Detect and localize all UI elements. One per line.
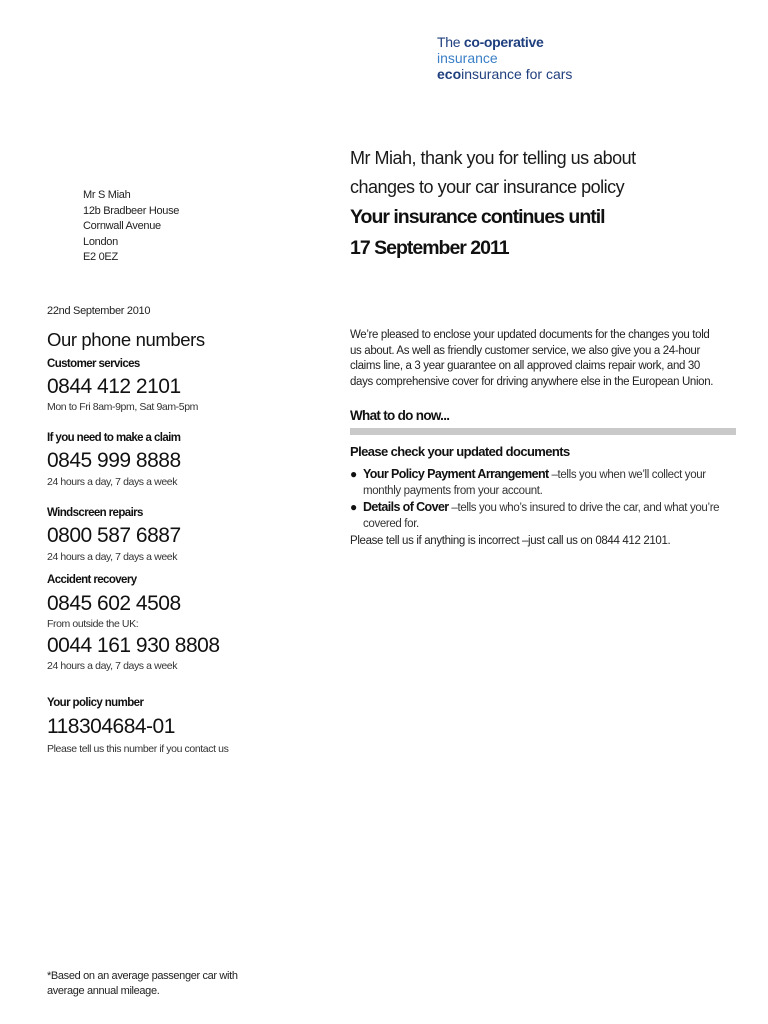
intro-paragraph: We’re pleased to enclose your updated documents for the changes you told us about. As well as friendly customer service, we also give you a 24-hour claims line, a 3 year guarantee on all approved claims repair work, and 30 days comprehensive cover for driving anywhere else in the European Union. — [350, 329, 714, 388]
policy-number: 118304684-01 — [47, 715, 175, 738]
policy-number-label: Your policy number — [47, 697, 144, 709]
address-line: Mr S Miah — [83, 189, 131, 201]
claim-label: If you need to make a claim — [47, 432, 181, 444]
windscreen-label: Windscreen repairs — [47, 507, 143, 519]
logo-line-insurance: insurance — [437, 50, 498, 66]
bullet-icon: ● — [350, 467, 357, 481]
claim-hours: 24 hours a day, 7 days a week — [47, 476, 178, 488]
address-line: E2 0EZ — [83, 251, 118, 263]
document-name: Your Policy Payment Arrangement — [363, 467, 549, 481]
document-description: –tells you when we’ll collect your monthly payments from your account. — [363, 469, 706, 497]
letter-headline: Mr Miah, thank you for telling us about changes to your car insurance policy — [350, 148, 636, 197]
list-item — [350, 499, 730, 533]
closing-note: Please tell us if anything is incorrect –just call us on 0844 412 2101. — [350, 535, 671, 547]
address-line: London — [83, 235, 118, 248]
policy-number-note: Please tell us this number if you contact us — [47, 743, 229, 755]
logo-brand: co-operative — [463, 34, 544, 50]
letter-date: 22nd September 2010 — [47, 305, 151, 317]
address-line: 12b Bradbeer House — [83, 204, 180, 217]
phone-numbers-title: Our phone numbers — [47, 329, 205, 350]
bullet-icon: ● — [350, 500, 357, 514]
outside-uk-number: 0044 161 930 8808 — [47, 634, 220, 657]
customer-services-hours: Mon to Fri 8am-9pm, Sat 9am-5pm — [47, 401, 198, 413]
continuation-headline: Your insurance continues until 17 September 2011 — [350, 206, 605, 259]
address-line: Cornwall Avenue — [83, 220, 161, 232]
company-logo: The co-operative insurance ecoinsurance for cars — [437, 34, 573, 82]
check-documents-heading: Please check your updated documents — [350, 444, 570, 459]
footnote: *Based on an average passenger car with average annual mileage. — [47, 970, 238, 997]
section-divider — [350, 428, 736, 435]
claim-number: 0845 999 8888 — [47, 449, 181, 472]
accident-recovery-label: Accident recovery — [47, 574, 137, 586]
document-description: –tells you who’s insured to drive the car, and what you’re covered for. — [363, 502, 720, 530]
outside-uk-label: From outside the UK: — [47, 618, 139, 630]
customer-services-label: Customer services — [47, 358, 140, 370]
windscreen-number: 0800 587 6887 — [47, 524, 181, 547]
document-name: Details of Cover — [363, 500, 449, 514]
what-to-do-heading: What to do now... — [350, 408, 450, 423]
customer-services-number: 0844 412 2101 — [47, 375, 181, 398]
windscreen-hours: 24 hours a day, 7 days a week — [47, 551, 178, 563]
accident-recovery-number: 0845 602 4508 — [47, 592, 181, 615]
recipient-address — [83, 188, 179, 266]
accident-recovery-hours: 24 hours a day, 7 days a week — [47, 660, 178, 672]
list-item — [350, 466, 730, 500]
